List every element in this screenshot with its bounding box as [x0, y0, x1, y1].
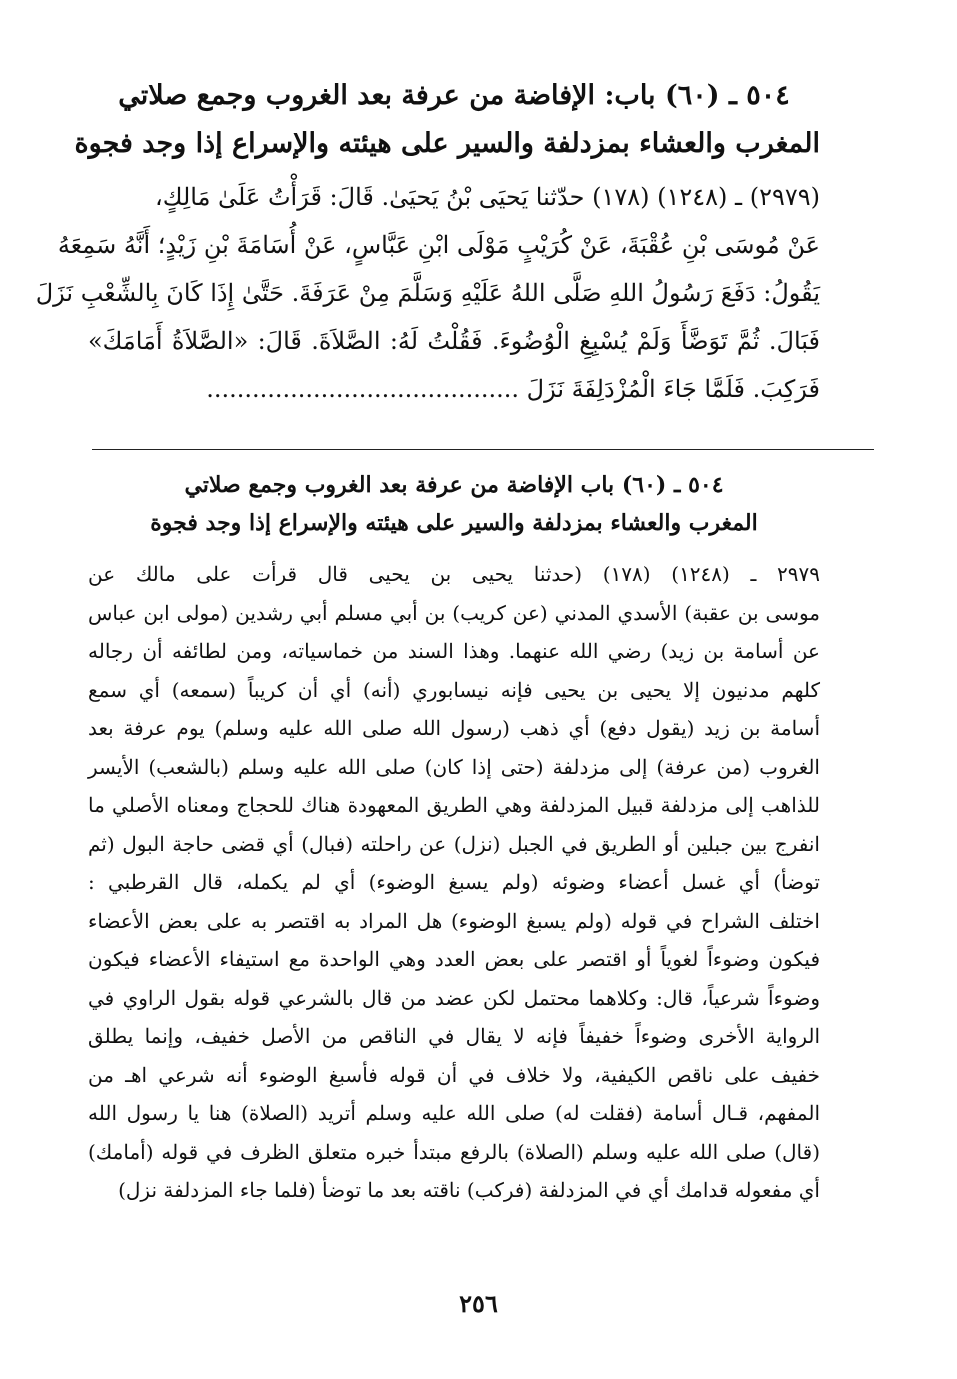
sharh-line-4: كلهم مدنيون إلا يحيى بن يحيى فإنه نيسابوري (أنه) أي أن كريباً (سمعه) أي سمع [88, 677, 820, 702]
sharh-line-9: توضأ) أي غسل أعضاء وضوئه (ولم يسبغ الوضوء) أي لم يكمله، قال القرطبي : [88, 870, 820, 894]
matn-line-3: يَقُولُ: دَفَعَ رَسُولُ اللهِ صَلَّى اللهُ عَلَيْهِ وَسَلَّمَ مِنْ عَرَفَةَ. حَتَّىٰ إِذَا كَانَ بِالشِّعْبِ نَزَلَ [35, 279, 820, 307]
sharh-section [88, 472, 820, 1272]
matn-line-2: عَنْ مُوسَى بْنِ عُقْبَةَ، عَنْ كُرَيْبٍ مَوْلَى ابْنِ عَبَّاسٍ، عَنْ أُسَامَةَ بْنِ زَيْدٍ؛ أَنَّهُ سَمِعَهُ [57, 231, 820, 259]
sharh-line-2: موسى بن عقبة) الأسدي المدني (عن كريب) بن أبي مسلم أبي رشدين (مولى ابن عباس [88, 600, 820, 625]
matn-heading-line-2: المغرب والعشاء بمزدلفة والسير على هيئته والإسراع إذا وجد فجوة [74, 128, 820, 159]
sharh-line-15: المفهم، قـال أسامة (فقلت له) صلى الله عليه وسلم أتريد (الصلاة) هنا يا رسول الله [88, 1101, 820, 1125]
sharh-heading-line-1: ٥٠٤ ـ (٦٠) باب الإفاضة من عرفة بعد الغروب وجمع صلاتي [184, 472, 724, 498]
sharh-line-5: أسامة بن زيد (يقول دفع) أي ذهب (رسول الله صلى الله عليه وسلم) يوم عرفة بعد [88, 716, 820, 740]
sharh-line-16: (قال) صلى الله عليه وسلم (الصلاة) بالرفع مبتدأ خبره متعلق الظرف في قوله (أمامك) [88, 1139, 820, 1164]
sharh-line-14: خفيف على ناقص الكيفية، ولا خلاف في أن قوله فأسبغ الوضوء أنه شرعي اهـ من [88, 1062, 820, 1087]
sharh-line-13: الرواية الأخرى وضوءاً خفيفاً فإنه لا يقال في الناقص من الأصل خفيف، وإنما يطلق [88, 1024, 821, 1048]
page-number: ٢٥٦ [459, 1289, 498, 1318]
sharh-line-12: وضوءاً شرعياً، قال: وكلاهما محتمل لكن عضد من قال بالشرعي قوله بقول الراوي في [88, 985, 820, 1010]
sharh-line-11: فيكون وضوءاً لغوياً أو اقتصر على بعض العدد وهي الواحدة مع استيفاء الأعضاء فيكون [88, 947, 820, 971]
matn-line-1: (٢٩٧٩) ـ (١٢٤٨) (١٧٨) حدّثنا يَحيَى بْنُ يَحيَىٰ. قَالَ: قَرَأْتُ عَلَىٰ مَالِكٍ، [154, 183, 820, 211]
separator-rule [92, 449, 874, 450]
sharh-line-6: الغروب (من عرفة) إلى مزدلفة (حتى إذا كان) صلى الله عليه وسلم (بالشعب) الأيسر [88, 754, 820, 779]
sharh-line-8: انفرج بين جبلين أو الطريق في الجبل (نزل) عن راحلته (فبال) أي قضى حاجة البول (ثم [88, 831, 820, 856]
sharh-line-3: عن أسامة بن زيد) رضي الله عنهما. وهذا السند من خماسياته، ومن لطائفه أن رجاله [88, 639, 820, 663]
sharh-line-7: للذاهب إلى مزدلفة قبيل المزدلفة وهي الطريق المعهودة هناك للحجاج ومعناه الأصلي ما [88, 793, 820, 817]
matn-line-5: فَرَكِبَ. فَلَمَّا جَاءَ الْمُزْدَلِفَةَ نَزَلَ ......................................... [206, 375, 820, 403]
sharh-line-17: أي مفعوله قدامك أي في المزدلفة (فركب) ناقته بعد ما توضأ (فلما جاء المزدلفة نزل) [118, 1178, 820, 1202]
sharh-heading-line-2: المغرب والعشاء بمزدلفة والسير على هيئته والإسراع إذا وجد فجوة [150, 510, 758, 536]
sharh-line-10: اختلف الشراح في قوله (ولم يسبغ الوضوء) هل المراد به اقتصر به على بعض الأعضاء [88, 908, 820, 933]
matn-heading-line-1: ٥٠٤ ـ (٦٠) باب: الإفاضة من عرفة بعد الغروب وجمع صلاتي [118, 80, 790, 111]
sharh-line-1: ٢٩٧٩ ـ (١٢٤٨) (١٧٨) (حدثنا يحيى بن يحيى قال قرأت على مالك عن [88, 562, 820, 586]
matn-line-4: فَبَالَ. ثُمَّ تَوَضَّأَ وَلَمْ يُسْبِغِ الْوُضُوءَ. فَقُلْتُ لَهُ: الصَّلاَةَ. قَالَ: «الصَّلاَةُ أَمَامَكَ» [88, 327, 820, 355]
matn-section [35, 80, 820, 420]
